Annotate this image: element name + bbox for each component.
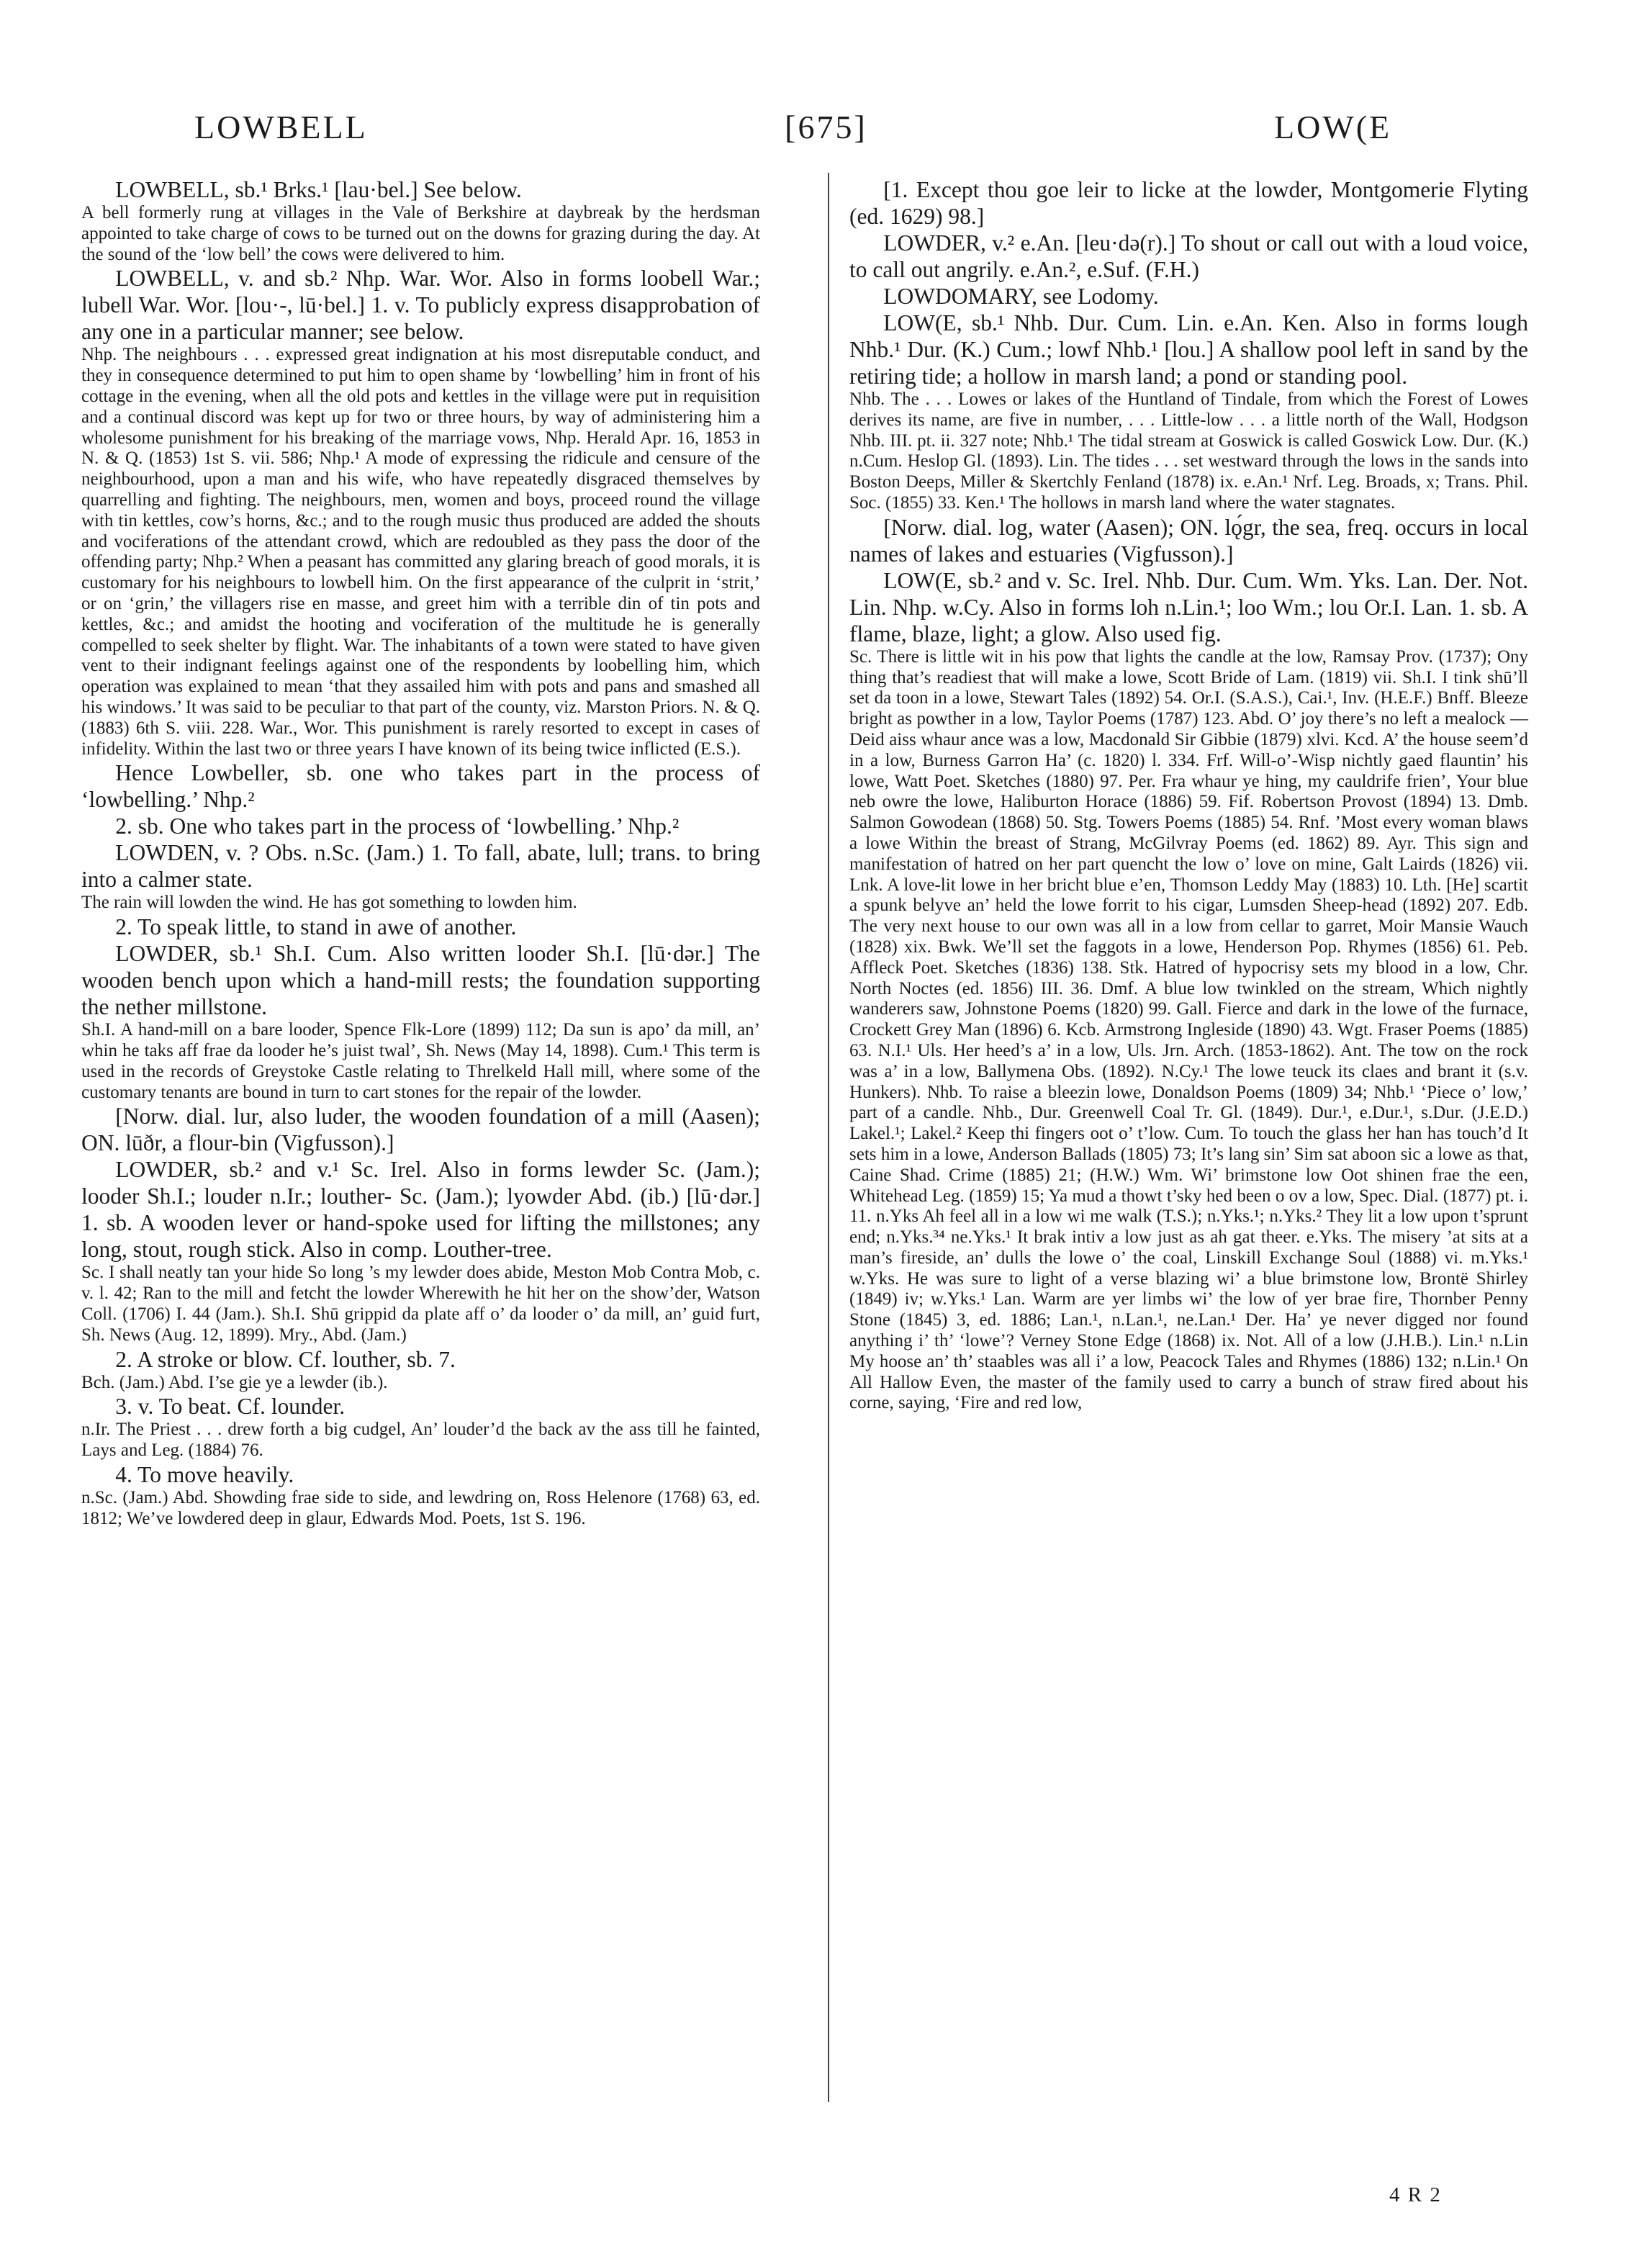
entry-paragraph: LOWDER, sb.² and v.¹ Sc. Irel. Also in forms lewder Sc. (Jam.); looder Sh.I.; louder n.Ir.; louther- Sc. (Jam.); lyowder Abd. (ib.) [lū·dər.] 1. sb. A wooden lever or hand-spoke used for lifting the millstones; any long, stout, rough stick. Also in comp. Louther-tree. xyxy=(81,1157,760,1263)
entry-paragraph: Hence Lowbeller, sb. one who takes part in the process of ‘lowbelling.’ Nhp.² xyxy=(81,760,760,813)
entry-paragraph: LOWDER, sb.¹ Sh.I. Cum. Also written looder Sh.I. [lū·dər.] The wooden bench upon which a hand-mill rests; the foundation supporting the nether millstone. xyxy=(81,941,760,1020)
entry-paragraph: 3. v. To beat. Cf. lounder. xyxy=(115,1394,346,1420)
entry-paragraph: 2. A stroke or blow. Cf. louther, sb. 7. xyxy=(115,1346,456,1372)
right-column xyxy=(849,176,1528,1414)
entry-paragraph: 2. sb. One who takes part in the process of ‘lowbelling.’ Nhp.² xyxy=(115,813,680,839)
entry-paragraph: LOW(E, sb.² and v. Sc. Irel. Nhb. Dur. Cum. Wm. Yks. Lan. Der. Not. Lin. Nhp. w.Cy. Also in forms loh n.Lin.¹; loo Wm.; lou Or.I. Lan. 1. sb. A flame, blaze, light; a glow. Also used fig. xyxy=(849,567,1528,646)
entry-paragraph: LOWDOMARY, see Lodomy. xyxy=(883,284,1159,309)
citation-paragraph: n.Ir. The Priest . . . drew forth a big cudgel, An’ louder’d the back av the ass till he fainted, Lays and Leg. (1884) 76. xyxy=(81,1420,760,1461)
entry-paragraph: LOW(E, sb.¹ Nhb. Dur. Cum. Lin. e.An. Ken. Also in forms lough Nhb.¹ Dur. (K.) Cum.; lowf Nhb.¹ [lou.] A shallow pool left in sand by the retiring tide; a hollow in marsh land; a pond or standing pool. xyxy=(849,310,1528,389)
citation-paragraph: Sh.I. A hand-mill on a bare looder, Spence Flk-Lore (1899) 112; Da sun is apo’ da mill, an’ whin he taks aff frae da looder he’s juist twal’, Sh. News (May 14, 1898). Cum.¹ This term is used in the records of Greystoke Castle relating to Threlkeld Hall mill, where some of the customary tenants are bound in turn to cart stones for the repair of the lowder. xyxy=(81,1020,760,1102)
citation-paragraph: Nhb. The . . . Lowes or lakes of the Huntland of Tindale, from which the Forest of Lowes derives its name, are five in number, . . . Little-low . . . a little north of the Wall, Hodgson Nhb. III. pt. ii. 327 note; Nhb.¹ The tidal stream at Goswick is called Goswick Low. Dur. (K.) n.Cum. Heslop Gl. (1893). Lin. The tides . . . set westward through the lows in the sands into Boston Deeps, Miller & Skertchly Fenland (1878) ix. e.An.¹ Nrf. Leg. Broads, x; Trans. Phil. Soc. (1855) 33. Ken.¹ The hollows in marsh land where the water stagnates. xyxy=(849,389,1528,513)
citation-paragraph: A bell formerly rung at villages in the Vale of Berkshire at daybreak by the herdsman appointed to take charge of cows to be turned out on the downs for grazing during the day. At the sound of the ‘low bell’ the cows were delivered to him. xyxy=(81,203,760,264)
column-divider xyxy=(828,173,829,2102)
signature-mark: 4 R 2 xyxy=(1389,2183,1442,2206)
running-head-left: LOWBELL xyxy=(194,109,368,145)
citation-paragraph: Sc. There is little wit in his pow that lights the candle at the low, Ramsay Prov. (1737); Ony thing that’s readiest that will make a lowe, Scott Bride of Lam. (1819) vii. Sh.I. I tink shū’ll set da toon in a lowe, Stewart Tales (1892) 54. Or.I. (S.A.S.), Cai.¹, Inv. (H.E.F.) Bnff. Bleeze bright as powther in a low, Taylor Poems (1787) 123. Abd. O’ joy there’s no left a mealock —Deid aiss whaur ance was a low, Macdonald Sir Gibbie (1879) xlvi. Kcd. A’ the house seem’d in a low, Burness Garron Ha’ (c. 1820) l. 334. Frf. Will-o’-Wisp nichtly gaed flauntin’ his lowe, Watt Poet. Sketches (1880) 97. Per. Fra whaur ye hing, my cauldrife frien’, Your blue neb owre the lowe, Haliburton Horace (1886) 59. Fif. Robertson Provost (1894) 13. Dmb. Salmon Gowodean (1868) 50. Stg. Towers Poems (1885) 54. Rnf. ’Most every woman blaws a lowe Within the breast of Strang, McGilvray Poems (ed. 1862) 89. Ayr. This sign and manifestation of hatred on her part quencht the low o’ love on mine, Galt Lairds (1826) vii. Lnk. A love-lit lowe in her bricht blue e’en, Thomson Leddy May (1883) 10. Lth. [He] scartit a spunk belyve an’ held the lowe forrit to his cigar, Lumsden Sheep-head (1892) 207. Edb. The very next house to our own was all in a low from cellar to garret, Moir Mansie Wauch (1828) xix. Bwk. We’ll set the faggots in a lowe, Henderson Pop. Rhymes (1856) 61. Peb. Affleck Poet. Sketches (1836) 138. Stk. Hatred of hypocrisy sets my blood in a low, Chr. North Noctes (ed. 1856) III. 36. Dmf. A blue low twinkled on the stream, Which nightly wanderers saw, Johnstone Poems (1820) 99. Gall. Fierce and dark in the lowe of the furnace, Crockett Grey Man (1896) 6. Kcb. Armstrong Ingleside (1890) 43. Wgt. Fraser Poems (1885) 63. N.I.¹ Uls. Her heed’s a’ in a low, Uls. Jrn. Arch. (1853-1862). Ant. The tow on the rock was a’ in a low, Ballymena Obs. (1892). N.Cy.¹ The lowe teuck its claes and brant it (s.v. Hunkers). Nhb. To raise a bleezin lowe, Donaldson Poems (1809) 34; Nhb.¹ ‘Piece o’ low,’ part of a candle. Nhb., Dur. Greenwell Coal Tr. Gl. (1849). Dur.¹, e.Dur.¹, s.Dur. (J.E.D.) Lakel.¹; Lakel.² Keep thi fingers oot o’ t’low. Cum. To touch the glass her han has touch’d It sets him in a lowe, Anderson Ballads (1805) 73; It’s lang sin’ Sim sat aboon sic a lowe as that, Caine Shad. Crime (1885) 21; (H.W.) Wm. Wi’ brimstone low Oot shinen frae the een, Whitehead Leg. (1859) 15; Ya mud a thowt t’sky hed been o ov a low, Spec. Dial. (1877) pt. i. 11. n.Yks Ah feel all in a low wi me walk (T.S.); n.Yks.¹; n.Yks.² They lit a low upon t’sprunt end; n.Yks.³⁴ ne.Yks.¹ It brak intiv a low just as ah gat theer. e.Yks. The misery ’at sits at a man’s fireside, an’ dulls the lowe o’ the coal, Linskill Exchange Soul (1888) vi. m.Yks.¹ w.Yks. He was sure to light of a verse blazing wi’ a blue brimstone low, Brontë Shirley (1849) iv; w.Yks.¹ Lan. Warm are yer limbs wi’ the low of yer brae fire, Thornber Penny Stone (1845) 3, ed. 1886; Lan.¹, n.Lan.¹, ne.Lan.¹ Der. Ha’ ye never digged nor found anything i’ th’ ‘lowe’? Verney Stone Edge (1868) ix. Not. All of a low (J.H.B.). Lin.¹ n.Lin My hoose an’ th’ staables was all i’ a low, Peacock Tales and Rhymes (1886) 132; n.Lin.¹ On All Hallow Even, the master of the family used to carry a bunch of straw fired about his corne, saying, ‘Fire and red low, xyxy=(849,646,1528,1413)
entry-paragraph: [1. Except thou goe leir to licke at the lowder, Montgomerie Flyting (ed. 1629) 98.] xyxy=(849,177,1528,229)
entry-paragraph: [Norw. dial. log, water (Aasen); ON. lǫ́gr, the sea, freq. occurs in local names of lakes and estuaries (Vigfusson).] xyxy=(849,514,1528,567)
citation-paragraph: Bch. (Jam.) Abd. I’se gie ye a lewder (ib.). xyxy=(81,1372,388,1392)
citation-paragraph: Nhp. The neighbours . . . expressed great indignation at his most disreputable conduct, and they in consequence determined to put him to open shame by ‘lowbelling’ him in front of his cottage in the evening, when all the old pots and kettles in the village were put in requisition and a continual discord was kept up for two or three hours, by way of administering him a wholesome punishment for his breaking of the marriage vows, Nhp. Herald Apr. 16, 1853 in N. & Q. (1853) 1st S. vii. 586; Nhp.¹ A mode of expressing the ridicule and censure of the neighbourhood, upon a man and his wife, who have repeatedly disgraced themselves by quarrelling and fighting. The neighbours, men, women and boys, proceed round the village with tin kettles, cow’s horns, &c.; and to the rough music thus produced are added the shouts and vociferations of the attendant crowd, which are redoubled as they pass the door of the offending party; Nhp.² When a peasant has committed any glaring breach of good morals, it is customary for his neighbours to lowbell him. On the first appearance of the culprit in ‘strit,’ or on ‘grin,’ the villagers rise en masse, and greet him with a terrible din of tin pots and kettles, &c.; and amidst the hooting and vociferation of the multitude he is generally compelled to seek shelter by flight. War. The inhabitants of a town were stated to have given vent to their indignant feelings against one of the respondents by loobelling him, which operation was explained to mean ‘that they assailed him with pots and pans and smashed all his windows.’ It was said to be peculiar to that part of the county, viz. Marston Priors. N. & Q. (1883) 6th S. viii. 228. War., Wor. This punishment is rarely resorted to except in cases of infidelity. Within the last two or three years I have known of its being twice inflicted (E.S.). xyxy=(81,345,760,759)
page-number: [675] xyxy=(785,109,867,145)
entry-paragraph: LOWDEN, v. ? Obs. n.Sc. (Jam.) 1. To fall, abate, lull; trans. to bring into a calmer state. xyxy=(81,840,760,893)
citation-paragraph: n.Sc. (Jam.) Abd. Showding frae side to side, and lewdring on, Ross Helenore (1768) 63, ed. 1812; We’ve lowdered deep in glaur, Edwards Mod. Poets, 1st S. 196. xyxy=(81,1487,760,1528)
entry-paragraph: LOWBELL, v. and sb.² Nhp. War. Wor. Also in forms loobell War.; lubell War. Wor. [lou·-, lū·bel.] 1. v. To publicly express disapprobation of any one in a particular manner; see below. xyxy=(81,266,760,345)
entry-paragraph: [Norw. dial. lur, also luder, the wooden foundation of a mill (Aasen); ON. lūðr, a flour-bin (Vigfusson).] xyxy=(81,1104,760,1156)
entry-paragraph: 2. To speak little, to stand in awe of another. xyxy=(115,914,517,940)
entry-paragraph: 4. To move heavily. xyxy=(115,1461,294,1487)
left-column xyxy=(81,176,760,1529)
entry-paragraph: LOWBELL, sb.¹ Brks.¹ [lau·bel.] See below. xyxy=(115,177,522,202)
entry-paragraph: LOWDER, v.² e.An. [leu·də(r).] To shout or call out with a loud voice, to call out angrily. e.An.², e.Suf. (F.H.) xyxy=(849,230,1528,282)
citation-paragraph: Sc. I shall neatly tan your hide So long ’s my lewder does abide, Meston Mob Contra Mob, c. v. l. 42; Ran to the mill and fetcht the lowder Wherewith he hit her on the show’der, Watson Coll. (1706) I. 44 (Jam.). Sh.I. Shū grippid da plate aff o’ da looder o’ da mill, an’ guid furt, Sh. News (Aug. 12, 1899). Mry., Abd. (Jam.) xyxy=(81,1263,760,1345)
running-head-right: LOW(E xyxy=(1274,109,1392,145)
citation-paragraph: The rain will lowden the wind. He has got something to lowden him. xyxy=(81,893,577,913)
